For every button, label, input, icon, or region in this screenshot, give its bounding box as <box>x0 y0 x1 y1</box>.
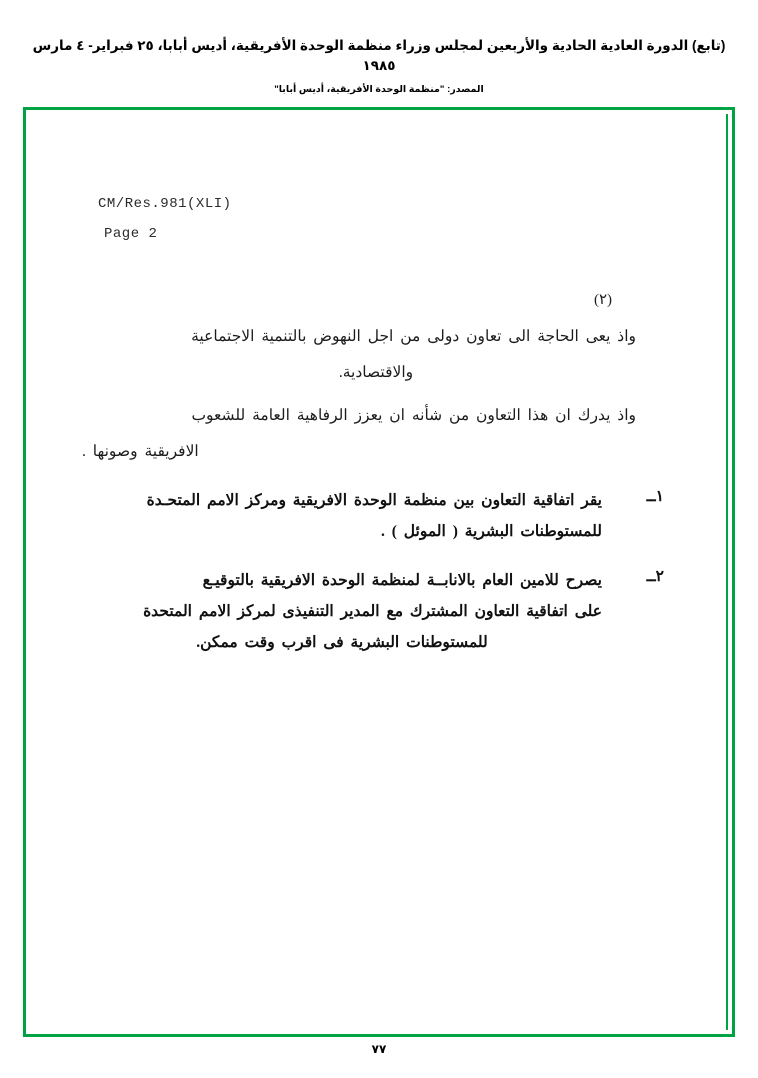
item-line: للمستوطنات البشرية ( الموئل ) . <box>381 522 602 540</box>
page-folio: ٧٧ <box>371 1042 387 1056</box>
item-body <box>82 565 602 658</box>
clause-marker: (٢) <box>593 292 612 308</box>
resolution-item <box>82 485 670 547</box>
item-line: يقر اتفاقية التعاون بين منظمة الوحدة الافريقية ومركز الامم المتحـدة <box>146 491 602 509</box>
header-title: (تابع) الدورة العادية الحادية والأربعين لمجلس وزراء منظمة الوحدة الأفريقية، أديس أبابا، ٢٥ فبراير- ٤ مارس ١٩٨٥ <box>32 38 726 74</box>
document-page-label: Page 2 <box>104 226 158 242</box>
item-marker: ١ــ <box>646 487 664 505</box>
document-frame <box>23 107 735 1037</box>
item-line: للمستوطنات البشرية فى اقرب وقت ممكن. <box>196 633 488 651</box>
item-line: يصرح للامين العام بالانابــة لمنظمة الوحدة الافريقية بالتوقيـع <box>202 571 602 589</box>
preamble-line-2: والاقتصادية. <box>338 363 414 381</box>
document-symbol: CM/Res.981(XLI) <box>98 196 232 212</box>
preamble-line-4: الافريقية وصونها . <box>82 442 199 460</box>
item-line: على اتفاقية التعاون المشترك مع المدير التنفيذى لمركز الامم المتحدة <box>143 602 602 620</box>
item-body <box>82 485 602 547</box>
page-header <box>0 36 758 95</box>
header-source: المصدر: "منظمة الوحدة الأفريقية، أديس أبابا" <box>274 83 484 95</box>
document-body <box>26 110 732 1034</box>
preamble-line-1: واذ يعى الحاجة الى تعاون دولى من اجل النهوض بالتنمية الاجتماعية <box>191 328 636 345</box>
resolution-item <box>82 565 670 658</box>
preamble-line-3: واذ يدرك ان هذا التعاون من شأنه ان يعزز الرفاهية العامة للشعوب <box>191 406 636 424</box>
item-marker: ٢ــ <box>646 567 664 585</box>
